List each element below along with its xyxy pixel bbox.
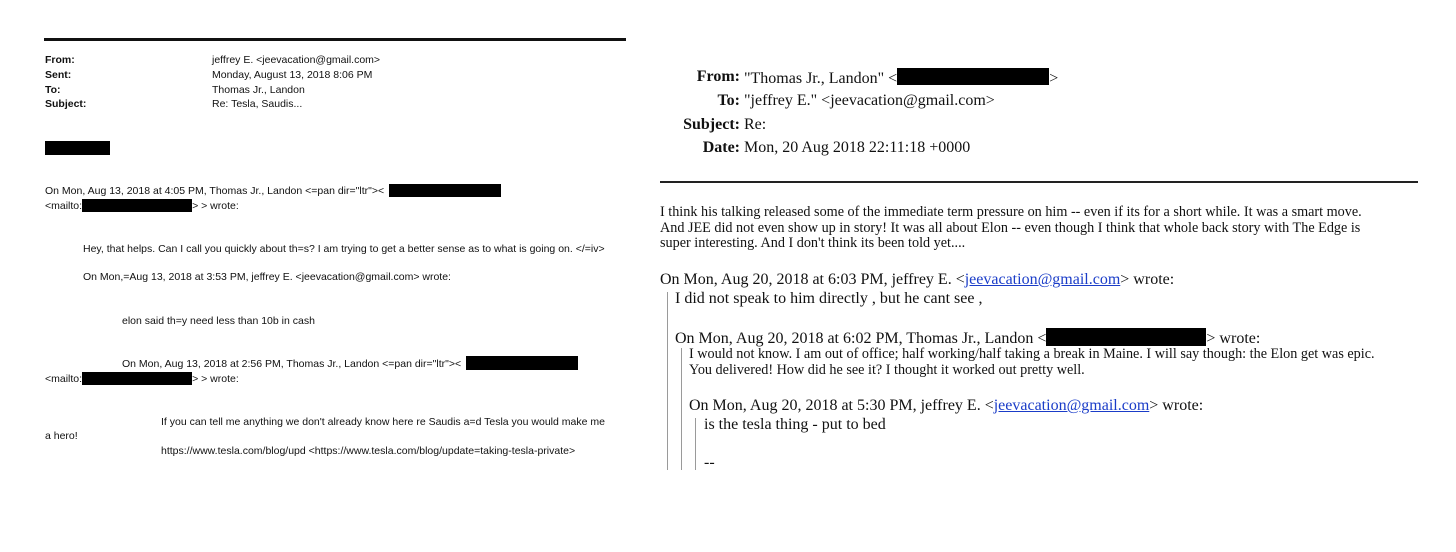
body-line-2: And JEE did not even show up in story! It was all about Elon -- even though I think that whole back story with The Edge is (660, 219, 1361, 236)
quote2-line-1: I would not know. I am out of office; half working/half taking a break in Maine. I will say though: the Elon get was epic. (689, 346, 1375, 362)
redaction-box (45, 141, 110, 155)
email-link[interactable]: jeevacation@gmail.com (964, 271, 1121, 288)
date-value: Mon, 20 Aug 2018 22:11:18 +0000 (744, 139, 971, 156)
quote2-suffix: > wrote: (1206, 330, 1261, 347)
redaction-box (897, 68, 1049, 85)
subject-label: Subject: (45, 98, 87, 110)
quote3-header (689, 397, 1203, 415)
left-email-printout (44, 38, 628, 478)
to-label: To: (717, 92, 740, 109)
quote3-mailto (45, 372, 239, 385)
quote1-prefix: On Mon, Aug 20, 2018 at 6:03 PM, jeffrey E. < (660, 271, 965, 288)
message-3-line-2: a hero! (45, 430, 78, 442)
from-value (744, 68, 1058, 88)
from-label: From: (45, 54, 75, 66)
message-3-link[interactable]: https://www.tesla.com/blog/upd <https://www.tesla.com/blog/update=taking-tesla-private> (161, 445, 576, 457)
quote2-header: On Mon,=Aug 13, 2018 at 3:53 PM, jeffrey E. <jeevacation@gmail.com> wrote: (83, 271, 451, 283)
body-line-1: I think his talking released some of the immediate term pressure on him -- even if its for a short while. It was a smart move. (660, 204, 1362, 220)
to-label: To: (45, 84, 61, 96)
quote3-header (122, 358, 461, 370)
quote2-line-2: You delivered! How did he see it? I thought it worked out pretty well. (689, 361, 1085, 378)
signature-separator: -- (704, 454, 715, 471)
to-value: Thomas Jr., Landon (212, 84, 305, 96)
sent-label: Sent: (45, 69, 72, 81)
header-rule (660, 181, 1418, 183)
quote2-header (675, 328, 1260, 348)
sent-value: Monday, August 13, 2018 8:06 PM (212, 69, 373, 81)
quote2-text (689, 347, 1375, 378)
quote1-header (45, 185, 384, 197)
date-label: Date: (702, 139, 740, 156)
to-value: "jeffrey E." <jeevacation@gmail.com> (744, 92, 995, 109)
redaction-box (389, 184, 501, 197)
quote3-suffix: > wrote: (1149, 397, 1204, 414)
message-2: elon said th=y need less than 10b in cash (122, 315, 315, 327)
quote1-suffix: > wrote: (1120, 271, 1175, 288)
email-link[interactable]: jeevacation@gmail.com (993, 397, 1150, 414)
redaction-box (1046, 328, 1206, 346)
wrote-suffix: > > wrote: (192, 200, 239, 212)
message-3-line-1: If you can tell me anything we don't already know here re Saudis a=d Tesla you would make me (161, 416, 605, 428)
right-email-export (660, 60, 1420, 480)
redaction-box (82, 372, 192, 385)
from-close: > (1049, 70, 1059, 87)
mailto-prefix: <mailto: (45, 200, 83, 212)
body-line-3: super interesting. And I don't think its been told yet.... (660, 235, 966, 251)
quote1-text: On Mon, Aug 13, 2018 at 4:05 PM, Thomas Jr., Landon <=pan dir="ltr">< (45, 185, 385, 197)
quote-bar (667, 292, 668, 470)
redaction-box (466, 356, 578, 370)
wrote-suffix: > > wrote: (192, 373, 239, 385)
body-paragraph (660, 205, 1362, 252)
quote-bar (681, 348, 682, 470)
from-name: "Thomas Jr., Landon" < (744, 70, 898, 87)
quote1-header (660, 271, 1174, 289)
quote3-prefix: On Mon, Aug 20, 2018 at 5:30 PM, jeffrey E. < (689, 397, 994, 414)
from-label: From: (696, 68, 740, 85)
quote-bar (695, 418, 696, 470)
subject-value: Re: Tesla, Saudis... (212, 98, 303, 110)
quote1-mailto (45, 199, 239, 212)
from-value: jeffrey E. <jeevacation@gmail.com> (212, 54, 381, 66)
quote3-text: On Mon, Aug 13, 2018 at 2:56 PM, Thomas Jr., Landon <=pan dir="ltr">< (122, 358, 462, 370)
quote3-text: is the tesla thing - put to bed (704, 416, 886, 433)
quote2-prefix: On Mon, Aug 20, 2018 at 6:02 PM, Thomas Jr., Landon < (675, 330, 1047, 347)
subject-value: Re: (744, 116, 767, 133)
message-1: Hey, that helps. Can I call you quickly about th=s? I am trying to get a better sense as to what is going on. </=iv> (83, 243, 605, 255)
redaction-box (82, 199, 192, 212)
quote1-text: I did not speak to him directly , but he cant see , (675, 290, 983, 307)
subject-label: Subject: (683, 116, 740, 133)
header-rule (44, 38, 626, 41)
mailto-prefix: <mailto: (45, 373, 83, 385)
